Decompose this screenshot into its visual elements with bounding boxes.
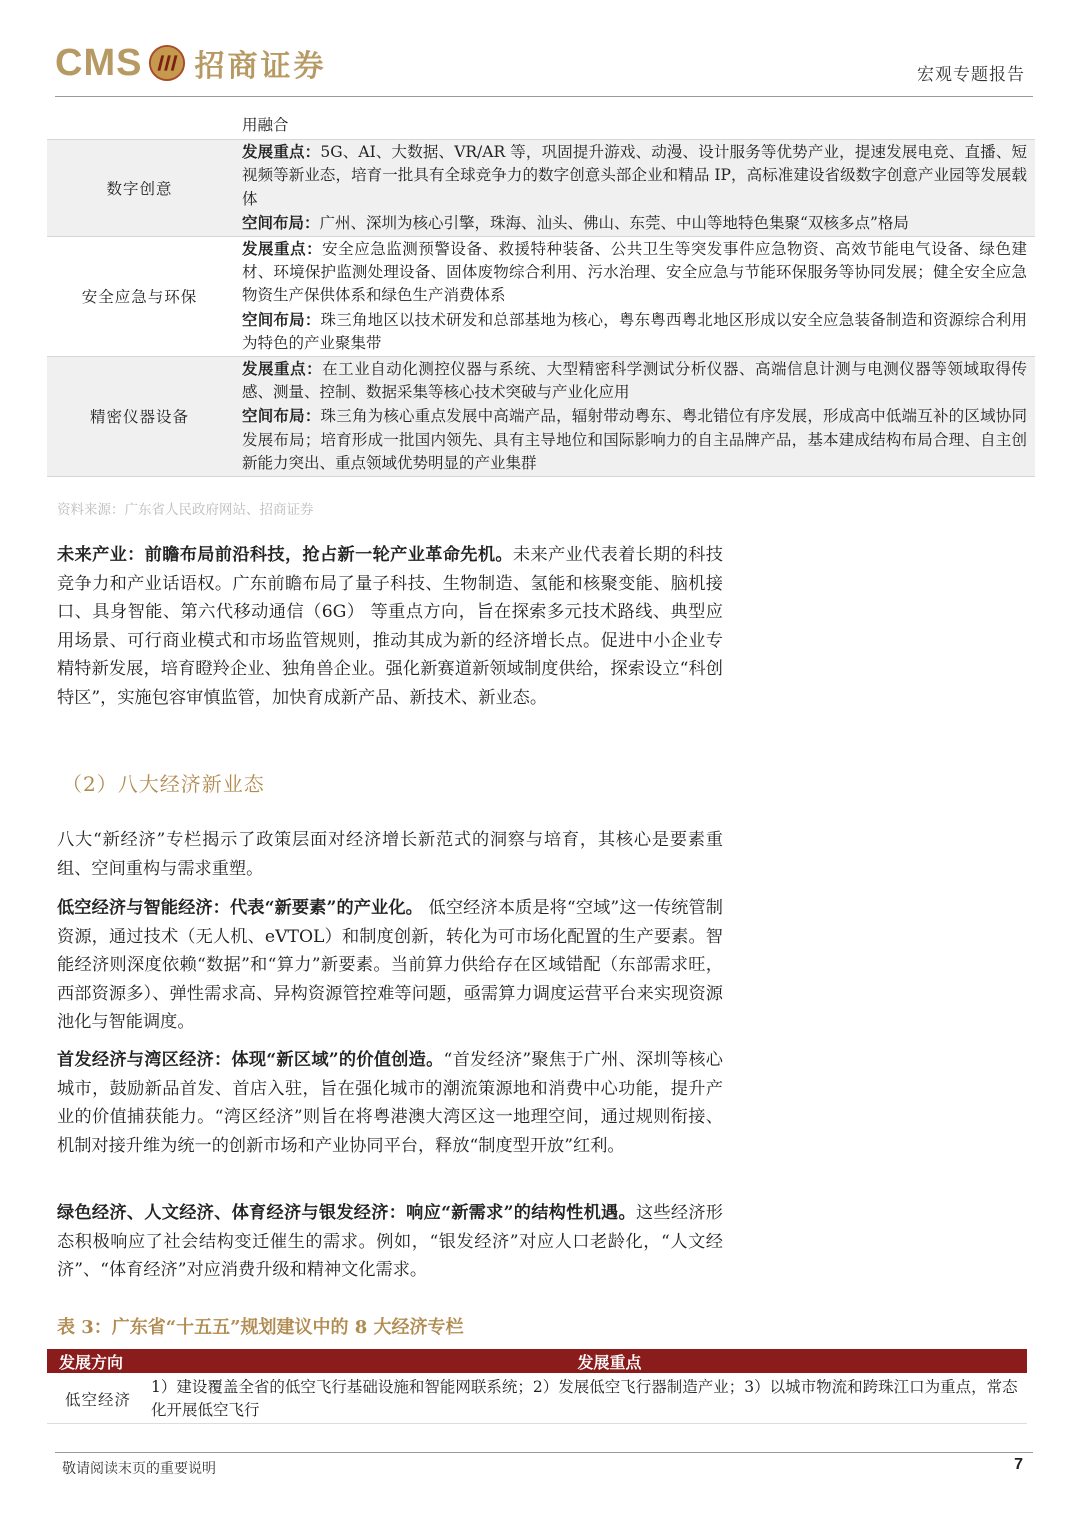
- layout-text: 广州、深圳为核心引擎，珠海、汕头、佛山、东莞、中山等地特色集聚“双核多点”格局: [319, 214, 909, 233]
- focus-label: 发展重点：: [242, 358, 323, 378]
- table-row: [47, 236, 1035, 356]
- paragraph-text: 这些经济形态积极响应了社会结构变迁催生的需求。例如，“银发经济”对应人口老龄化，“人文经济”、“体育经济”对应消费升级和精神文化需求。: [57, 1203, 723, 1280]
- paragraph-lead: 首发经济与湾区经济：体现“新区域”的价值创造。: [57, 1050, 444, 1070]
- row-focus: 1）建设覆盖全省的低空飞行基础设施和智能网联系统；2）发展低空飞行器制造产业；3）以城市物流和跨珠江口为重点，常态化开展低空飞行: [151, 1377, 1018, 1419]
- header-focus: 发展重点: [577, 1352, 642, 1372]
- layout-text: 珠三角为核心重点发展中高端产品，辐射带动粤东、粤北错位有序发展，形成高中低端互补的区域协同发展布局；培育形成一批国内领先、具有主导地位和国际影响力的自主品牌产品，基本建成结构布局合理、自主创新能力突出、重点领域优势明显的产业集群: [242, 407, 1027, 473]
- focus-text: 安全应急监测预警设备、救援特种装备、公共卫生等突发事件应急物资、高效节能电气设备、绿色建材、环境保护监测处理设备、固体废物综合利用、污水治理、安全应急与节能环保服务等协同发展；健全安全应急物资生产保供体系和绿色生产消费体系: [242, 239, 1027, 305]
- table-header: [47, 1349, 1027, 1373]
- logo-latin: CMS: [55, 41, 143, 84]
- report-type: 宏观专题报告: [917, 65, 1025, 85]
- focus-text: 在工业自动化测控仪器与系统、大型精密科学测试分析仪器、高端信息计测与电测仪器等领域取得传感、测量、控制、数据采集等核心技术突破与产业化应用: [242, 359, 1027, 402]
- paragraph-lead: 低空经济与智能经济：代表“新要素”的产业化。: [57, 898, 423, 918]
- focus-label: 发展重点：: [242, 238, 323, 258]
- row-category: 安全应急与环保: [47, 236, 232, 356]
- focus-text: 5G、AI、大数据、VR/AR 等，巩固提升游戏、动漫、设计服务等优势产业，提速发展电竞、直播、短视频等新业态，培育一批具有全球竞争力的数字创意头部企业和精品 IP，高标准建设省级数字创意产业园等发展载体: [242, 143, 1027, 208]
- low-altitude-paragraph: [57, 894, 723, 1037]
- paragraph-text: “首发经济”聚焦于广州、深圳等核心城市，鼓励新品首发、首店入驻，旨在强化城市的潮流策源地和消费中心功能，提升产业的价值捕获能力。“湾区经济”则旨在将粤港澳大湾区这一地理空间，通过规则衔接、机制对接升维为统一的创新市场和产业协同平台，释放“制度型开放”红利。: [57, 1050, 723, 1156]
- paragraph-lead: 绿色经济、人文经济、体育经济与银发经济：响应“新需求”的结构性机遇。: [57, 1203, 636, 1223]
- layout-text: 珠三角地区以技术研发和总部基地为核心，粤东粤西粤北地区形成以安全应急装备制造和资源综合利用为特色的产业聚集带: [242, 310, 1027, 353]
- layout-label: 空间布局：: [242, 406, 321, 426]
- row-category: 精密仪器设备: [47, 356, 232, 476]
- table-row: [47, 1374, 1027, 1424]
- page-number: 7: [1014, 1456, 1023, 1473]
- green-silver-paragraph: [57, 1199, 723, 1285]
- table-row: [47, 356, 1035, 476]
- logo-emblem-icon: [148, 44, 186, 82]
- section-title: （2）八大经济新业态: [62, 772, 265, 796]
- carryover-text: 用融合: [242, 116, 289, 135]
- paragraph-text: 未来产业代表着长期的科技竞争力和产业话语权。广东前瞻布局了量子科技、生物制造、氢能和核聚变能、脑机接口、具身智能、第六代移动通信（6G） 等重点方向，旨在探索多元技术路线、典型应用场景、可行商业模式和市场监管规则，推动其成为新的经济增长点。促进中小企业专精特新发展，培育瞪羚企业、独角兽企业。强化新赛道新领域制度供给，探索设立“科创特区”，实施包容审慎监管，加快育成新产品、新技术、新业态。: [57, 545, 723, 708]
- table-source: 资料来源：广东省人民政府网站、招商证券: [57, 502, 314, 518]
- header-divider: [55, 96, 1033, 97]
- row-category: 数字创意: [47, 140, 232, 237]
- layout-label: 空间布局：: [242, 309, 321, 329]
- section-intro: 八大“新经济”专栏揭示了政策层面对经济增长新范式的洞察与培育，其核心是要素重组、空间重构与需求重塑。: [57, 830, 723, 879]
- table-row: [47, 140, 1035, 237]
- header-direction: 发展方向: [59, 1352, 124, 1372]
- table-carryover-row: [47, 113, 1035, 140]
- logo-chinese: 招商证券: [194, 49, 327, 84]
- focus-label: 发展重点：: [242, 142, 321, 161]
- paragraph-text: 低空经济本质是将“空域”这一传统管制资源，通过技术（无人机、eVTOL）和制度创新，转化为可市场化配置的生产要素。智能经济则深度依赖“数据”和“算力”新要素。当前算力供给存在区域错配（东部需求旺，西部资源多）、弹性需求高、异构资源管控难等问题，亟需算力调度运营平台来实现资源池化与智能调度。: [57, 898, 723, 1032]
- footer-divider: [55, 1452, 1033, 1453]
- future-industry-paragraph: [57, 541, 723, 712]
- debut-bay-paragraph: [57, 1046, 723, 1160]
- cms-logo: [55, 38, 326, 88]
- paragraph-lead: 未来产业：前瞻布局前沿科技，抢占新一轮产业革命先机。: [57, 545, 513, 565]
- layout-label: 空间布局：: [242, 213, 320, 233]
- industry-table: [47, 113, 1035, 477]
- footer-note: 敬请阅读末页的重要说明: [62, 1461, 216, 1477]
- table-title: 表 3：广东省“十五五”规划建议中的 8 大经济专栏: [57, 1317, 464, 1338]
- row-direction: 低空经济: [64, 1390, 131, 1409]
